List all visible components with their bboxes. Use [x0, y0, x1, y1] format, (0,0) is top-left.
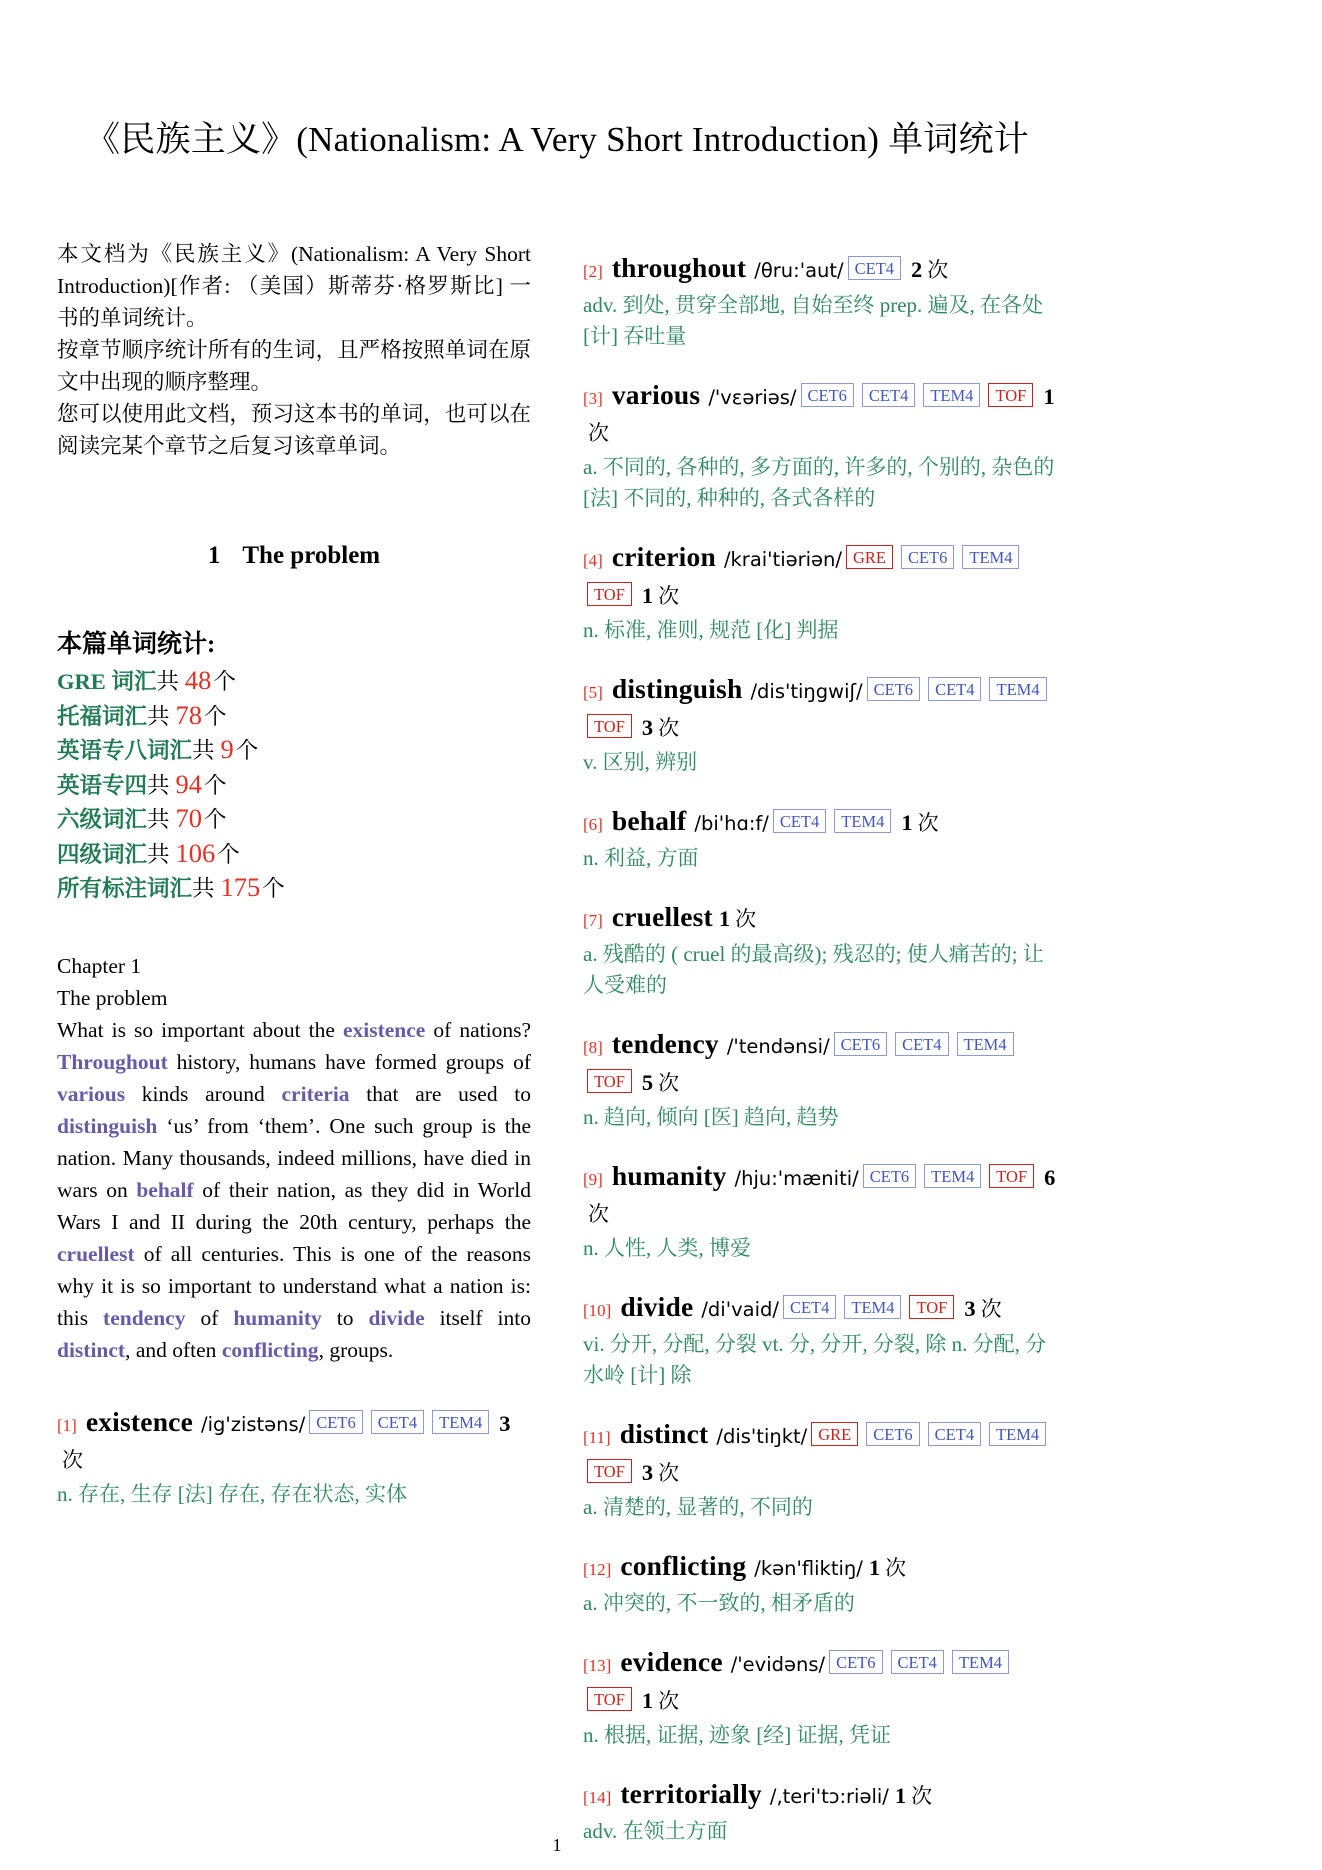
entry-headline	[583, 1644, 1057, 1719]
paragraph-text: of nations?	[425, 1017, 531, 1042]
stat-count: 70	[175, 803, 203, 833]
entry-pronunciation: /bi'hɑ:f/	[694, 812, 769, 835]
entry-count-unit: 次	[588, 421, 609, 445]
stat-row	[57, 733, 531, 768]
section-title: The problem	[242, 542, 381, 569]
stat-suffix-text: 个	[235, 738, 259, 763]
tag-tof: TOF	[587, 1459, 632, 1483]
tag-tem4: TEM4	[432, 1410, 489, 1434]
entry-headword: criterion	[611, 541, 716, 572]
entry-headword: divide	[620, 1291, 694, 1322]
entry-headword: conflicting	[620, 1550, 747, 1581]
entry-definition: n. 标准, 准则, 规范 [化] 判据	[583, 618, 839, 642]
entry-pronunciation: /dis'tiŋgwiʃ/	[750, 680, 863, 703]
entry-definition: adv. 到处, 贯穿全部地, 自始至终 prep. 遍及, 在各处 [计] 吞吐量	[583, 293, 1044, 348]
entry-definition: a. 清楚的, 显著的, 不同的	[583, 1495, 813, 1519]
word-entry	[583, 377, 1057, 514]
stat-suffix-text: 个	[204, 772, 227, 798]
tag-cet6: CET6	[829, 1650, 882, 1674]
entry-count-unit: 次	[658, 584, 680, 608]
entry-pronunciation: /krai'tiəriən/	[723, 548, 842, 571]
stat-row	[57, 664, 531, 699]
entry-count-unit: 次	[588, 1202, 609, 1226]
paragraph-text: ‘us’ from ‘them’. One such group is the nation. Many thousands, indeed millions, have died in wars on	[57, 1113, 531, 1202]
entry-count: 1	[901, 810, 913, 835]
entry-pronunciation: /di'vaid/	[701, 1298, 779, 1321]
entry-headword: evidence	[620, 1646, 723, 1677]
right-column	[583, 238, 1057, 1847]
tag-tem4: TEM4	[957, 1032, 1014, 1056]
entry-headword: tendency	[611, 1028, 719, 1059]
entry-headline	[583, 1026, 1057, 1101]
stat-mid-text: 共	[147, 807, 170, 832]
stat-row	[57, 871, 531, 906]
stat-suffix-text: 个	[204, 703, 227, 729]
entry-count-unit: 次	[658, 1689, 680, 1713]
entry-pronunciation: /,teri'tɔ:riəli/	[769, 1785, 889, 1808]
entry-headline	[583, 250, 1057, 289]
intro-paragraph: 按章节顺序统计所有的生词，且严格按照单词在原文中出现的顺序整理。	[57, 338, 531, 394]
entry-definition: n. 利益, 方面	[583, 846, 699, 870]
entry-count-unit: 次	[658, 716, 680, 740]
entry-count-unit: 次	[917, 811, 939, 835]
entry-index: [9]	[583, 1170, 603, 1189]
word-entry	[583, 899, 1057, 1001]
tag-tem4: TEM4	[923, 383, 980, 407]
entry-index: [2]	[583, 262, 603, 281]
stat-mid-text: 共	[147, 772, 170, 798]
paragraph-text: of their nation, as they did in World Wars I and II during the 20th century, perhaps the	[57, 1177, 531, 1234]
left-entries	[57, 1404, 531, 1510]
stat-count: 78	[175, 699, 203, 730]
tag-tem4: TEM4	[989, 677, 1046, 701]
entry-headline	[583, 1289, 1057, 1328]
entry-count: 1	[641, 1688, 654, 1713]
tag-tof: TOF	[587, 714, 632, 738]
entry-headline	[583, 539, 1057, 614]
entry-pronunciation: /'evidəns/	[730, 1653, 826, 1676]
entry-count: 5	[641, 1070, 654, 1095]
stat-suffix-text: 个	[213, 669, 236, 694]
stat-row	[57, 699, 531, 734]
entry-headword: throughout	[611, 252, 747, 283]
word-entry	[583, 539, 1057, 646]
stat-mid-text: 共	[147, 841, 170, 867]
entry-headline	[583, 1416, 1057, 1491]
tag-gre: GRE	[846, 545, 893, 569]
chapter-title: The problem	[57, 985, 168, 1010]
entry-index: [1]	[57, 1415, 77, 1435]
stat-label: 英语专四	[57, 772, 148, 798]
entry-count-unit: 次	[980, 1297, 1002, 1321]
highlighted-word: divide	[368, 1305, 425, 1330]
highlighted-word: cruellest	[57, 1241, 135, 1266]
word-entry	[583, 803, 1057, 874]
intro-block	[57, 238, 531, 462]
entry-headline	[583, 1776, 1057, 1815]
entry-index: [14]	[583, 1788, 612, 1807]
tag-cet4: CET4	[371, 1410, 424, 1434]
tag-tof: TOF	[989, 1164, 1034, 1188]
stat-suffix-text: 个	[217, 841, 240, 867]
highlighted-word: distinct	[57, 1337, 126, 1362]
entry-index: [7]	[583, 911, 603, 930]
tag-cet4: CET4	[783, 1295, 836, 1319]
entry-count: 1	[718, 906, 731, 931]
entry-definition: adv. 在领土方面	[583, 1819, 728, 1843]
stat-mid-text: 共	[192, 876, 215, 901]
paragraph-text: of	[185, 1305, 234, 1330]
entry-headline	[583, 1548, 1057, 1587]
stat-count: 175	[220, 872, 261, 902]
stat-mid-text: 共	[147, 703, 170, 729]
tag-cet6: CET6	[834, 1032, 887, 1056]
chapter-label: Chapter 1	[57, 953, 142, 978]
entry-headline	[583, 899, 1057, 938]
word-entry	[57, 1404, 531, 1510]
paragraph-text: , groups.	[318, 1337, 394, 1362]
entry-count: 1	[1043, 384, 1055, 409]
entry-definition: v. 区别, 辨别	[583, 750, 698, 774]
word-entry	[583, 1158, 1057, 1264]
page-content	[57, 112, 1057, 1847]
tag-cet4: CET4	[848, 256, 901, 280]
entry-count-unit: 次	[735, 907, 757, 931]
entry-definition: vi. 分开, 分配, 分裂 vt. 分, 分开, 分裂, 除 n. 分配, 分水岭 [计] 除	[583, 1332, 1047, 1387]
left-column	[57, 238, 531, 1510]
entry-headword: behalf	[611, 805, 687, 836]
stat-mid-text: 共	[156, 669, 179, 694]
entry-index: [4]	[583, 551, 603, 570]
stats-list	[57, 664, 531, 906]
tag-cet4: CET4	[895, 1032, 948, 1056]
entry-headline	[583, 1158, 1057, 1232]
section-number: 1	[207, 542, 221, 569]
intro-paragraph: 您可以使用此文档，预习这本书的单词，也可以在阅读完某个章节之后复习该章单词。	[57, 402, 531, 458]
tag-cet4: CET4	[862, 383, 915, 407]
tag-gre: GRE	[811, 1422, 858, 1446]
tag-tem4: TEM4	[924, 1164, 981, 1188]
entry-headword: distinguish	[611, 673, 743, 704]
entry-definition: n. 趋向, 倾向 [医] 趋向, 趋势	[583, 1105, 839, 1129]
entry-count: 2	[911, 257, 923, 282]
tag-tem4: TEM4	[844, 1295, 901, 1319]
word-entry	[583, 671, 1057, 778]
tag-tem4: TEM4	[952, 1650, 1009, 1674]
paragraph-text: of all centuries. This is one of the reasons why it is so important to understand what a nation is: this	[57, 1241, 531, 1330]
entry-count-unit: 次	[62, 1447, 83, 1472]
stat-suffix-text: 个	[262, 876, 285, 901]
stat-suffix-text: 个	[204, 807, 227, 832]
entry-headword: cruellest	[611, 901, 713, 932]
stat-row	[57, 802, 531, 837]
section-heading	[57, 542, 531, 570]
entry-headword: distinct	[619, 1418, 709, 1449]
entry-pronunciation: /'vεəriəs/	[708, 386, 797, 409]
paragraph-text: , and often	[125, 1337, 222, 1362]
entry-headword: various	[611, 379, 701, 410]
entry-pronunciation: /hju:'mæniti/	[734, 1167, 859, 1190]
stat-label: 托福词汇	[57, 703, 148, 729]
stat-label: 英语专八词汇	[57, 738, 193, 763]
word-entry	[583, 250, 1057, 352]
tag-cet6: CET6	[801, 383, 854, 407]
stat-row	[57, 837, 531, 872]
highlighted-word: behalf	[136, 1177, 194, 1202]
highlighted-word: existence	[342, 1017, 426, 1042]
entry-definition: n. 人性, 人类, 博爱	[583, 1236, 751, 1260]
stat-count: 106	[175, 837, 216, 868]
tag-tem4: TEM4	[962, 545, 1019, 569]
paragraph-text: What is so important about the	[57, 1017, 343, 1042]
paragraph-text: kinds around	[125, 1081, 282, 1106]
entry-index: [8]	[583, 1038, 603, 1057]
tag-cet6: CET6	[867, 677, 920, 701]
highlighted-word: humanity	[233, 1305, 322, 1330]
tag-tof: TOF	[909, 1295, 954, 1319]
tag-tem4: TEM4	[834, 809, 891, 833]
entry-count: 1	[868, 1555, 881, 1580]
entry-headline	[583, 377, 1057, 451]
entry-count: 3	[964, 1296, 976, 1321]
tag-cet4: CET4	[891, 1650, 944, 1674]
entry-headline	[583, 803, 1057, 842]
tag-cet6: CET6	[309, 1410, 362, 1434]
highlighted-word: conflicting	[221, 1337, 319, 1362]
tag-tof: TOF	[988, 383, 1033, 407]
entry-definition: n. 根据, 证据, 迹象 [经] 证据, 凭证	[583, 1723, 891, 1747]
tag-tof: TOF	[587, 1687, 632, 1711]
tag-cet6: CET6	[901, 545, 954, 569]
entry-pronunciation: /'tendənsi/	[726, 1035, 830, 1058]
paragraph-text: history, humans have formed groups of	[167, 1049, 531, 1074]
entry-headword: existence	[85, 1405, 193, 1437]
entry-count-unit: 次	[911, 1784, 933, 1808]
highlighted-word: distinguish	[57, 1113, 158, 1138]
tag-tof: TOF	[587, 1069, 632, 1093]
entry-count: 3	[499, 1410, 511, 1436]
stat-count: 9	[220, 734, 234, 764]
tag-tem4: TEM4	[989, 1422, 1046, 1446]
stat-label: GRE 词汇	[57, 669, 157, 694]
entry-headword: territorially	[620, 1778, 762, 1809]
entry-definition: a. 残酷的 ( cruel 的最高级); 残忍的; 使人痛苦的; 让人受难的	[583, 942, 1044, 997]
word-entry	[583, 1289, 1057, 1391]
entry-index: [6]	[583, 815, 603, 834]
entry-count: 1	[894, 1783, 907, 1808]
entry-pronunciation: /ig'zistəns/	[201, 1412, 306, 1436]
entry-definition: a. 不同的, 各种的, 多方面的, 许多的, 个别的, 杂色的 [法] 不同的, 种种的, 各式各样的	[583, 455, 1055, 510]
tag-cet4: CET4	[928, 1422, 981, 1446]
right-entries	[583, 250, 1057, 1847]
tag-cet6: CET6	[866, 1422, 919, 1446]
stat-label: 六级词汇	[57, 807, 148, 832]
chapter-paragraph	[57, 1014, 531, 1366]
chapter-block	[57, 950, 531, 1366]
stats-block	[57, 624, 531, 906]
two-column-layout	[57, 238, 1057, 1847]
entry-count: 3	[641, 715, 654, 740]
word-entry	[583, 1026, 1057, 1133]
stat-count: 48	[184, 665, 212, 695]
entry-index: [11]	[583, 1428, 611, 1447]
entry-definition: a. 冲突的, 不一致的, 相矛盾的	[583, 1591, 855, 1615]
stat-row	[57, 768, 531, 803]
tag-cet4: CET4	[928, 677, 981, 701]
entry-count-unit: 次	[927, 258, 949, 282]
highlighted-word: Throughout	[57, 1049, 168, 1074]
highlighted-word: various	[57, 1081, 126, 1106]
tag-cet6: CET6	[863, 1164, 916, 1188]
word-entry	[583, 1644, 1057, 1751]
word-entry	[583, 1416, 1057, 1523]
entry-definition: n. 存在, 生存 [法] 存在, 存在状态, 实体	[57, 1481, 407, 1506]
entry-pronunciation: /dis'tiŋkt/	[716, 1425, 808, 1448]
entry-headline	[583, 671, 1057, 746]
stat-count: 94	[175, 768, 203, 799]
tag-tof: TOF	[587, 582, 632, 606]
stat-label: 所有标注词汇	[57, 876, 193, 901]
entry-count-unit: 次	[658, 1461, 680, 1485]
entry-count-unit: 次	[658, 1071, 680, 1095]
intro-paragraph: 本文档为《民族主义》(Nationalism: A Very Short Introduction)[作者: （美国）斯蒂芬·格罗斯比] 一书的单词统计。	[57, 242, 531, 330]
tag-cet4: CET4	[773, 809, 826, 833]
entry-pronunciation: /kən'fliktiŋ/	[754, 1557, 863, 1580]
stat-label: 四级词汇	[57, 841, 148, 867]
entry-index: [3]	[583, 389, 603, 408]
entry-headword: humanity	[611, 1160, 727, 1191]
entry-count: 3	[641, 1460, 654, 1485]
entry-index: [10]	[583, 1301, 612, 1320]
entry-index: [5]	[583, 683, 603, 702]
page-number: 1	[552, 1835, 562, 1855]
highlighted-word: criteria	[281, 1081, 350, 1106]
entry-headline	[57, 1404, 531, 1478]
entry-count: 6	[1044, 1165, 1056, 1190]
entry-index: [13]	[583, 1656, 612, 1675]
page-title: 《民族主义》(Nationalism: A Very Short Introduction) 单词统计	[85, 120, 1029, 159]
entry-pronunciation: /θru:'aut/	[754, 259, 844, 282]
word-entry	[583, 1548, 1057, 1619]
entry-index: [12]	[583, 1560, 612, 1579]
stat-mid-text: 共	[192, 738, 215, 763]
entry-count-unit: 次	[885, 1556, 907, 1580]
highlighted-word: tendency	[103, 1305, 186, 1330]
paragraph-text: itself into	[424, 1305, 531, 1330]
entry-count: 1	[641, 583, 654, 608]
paragraph-text: to	[321, 1305, 369, 1330]
stats-heading: 本篇单词统计:	[57, 631, 216, 658]
paragraph-text: that are used to	[349, 1081, 531, 1106]
